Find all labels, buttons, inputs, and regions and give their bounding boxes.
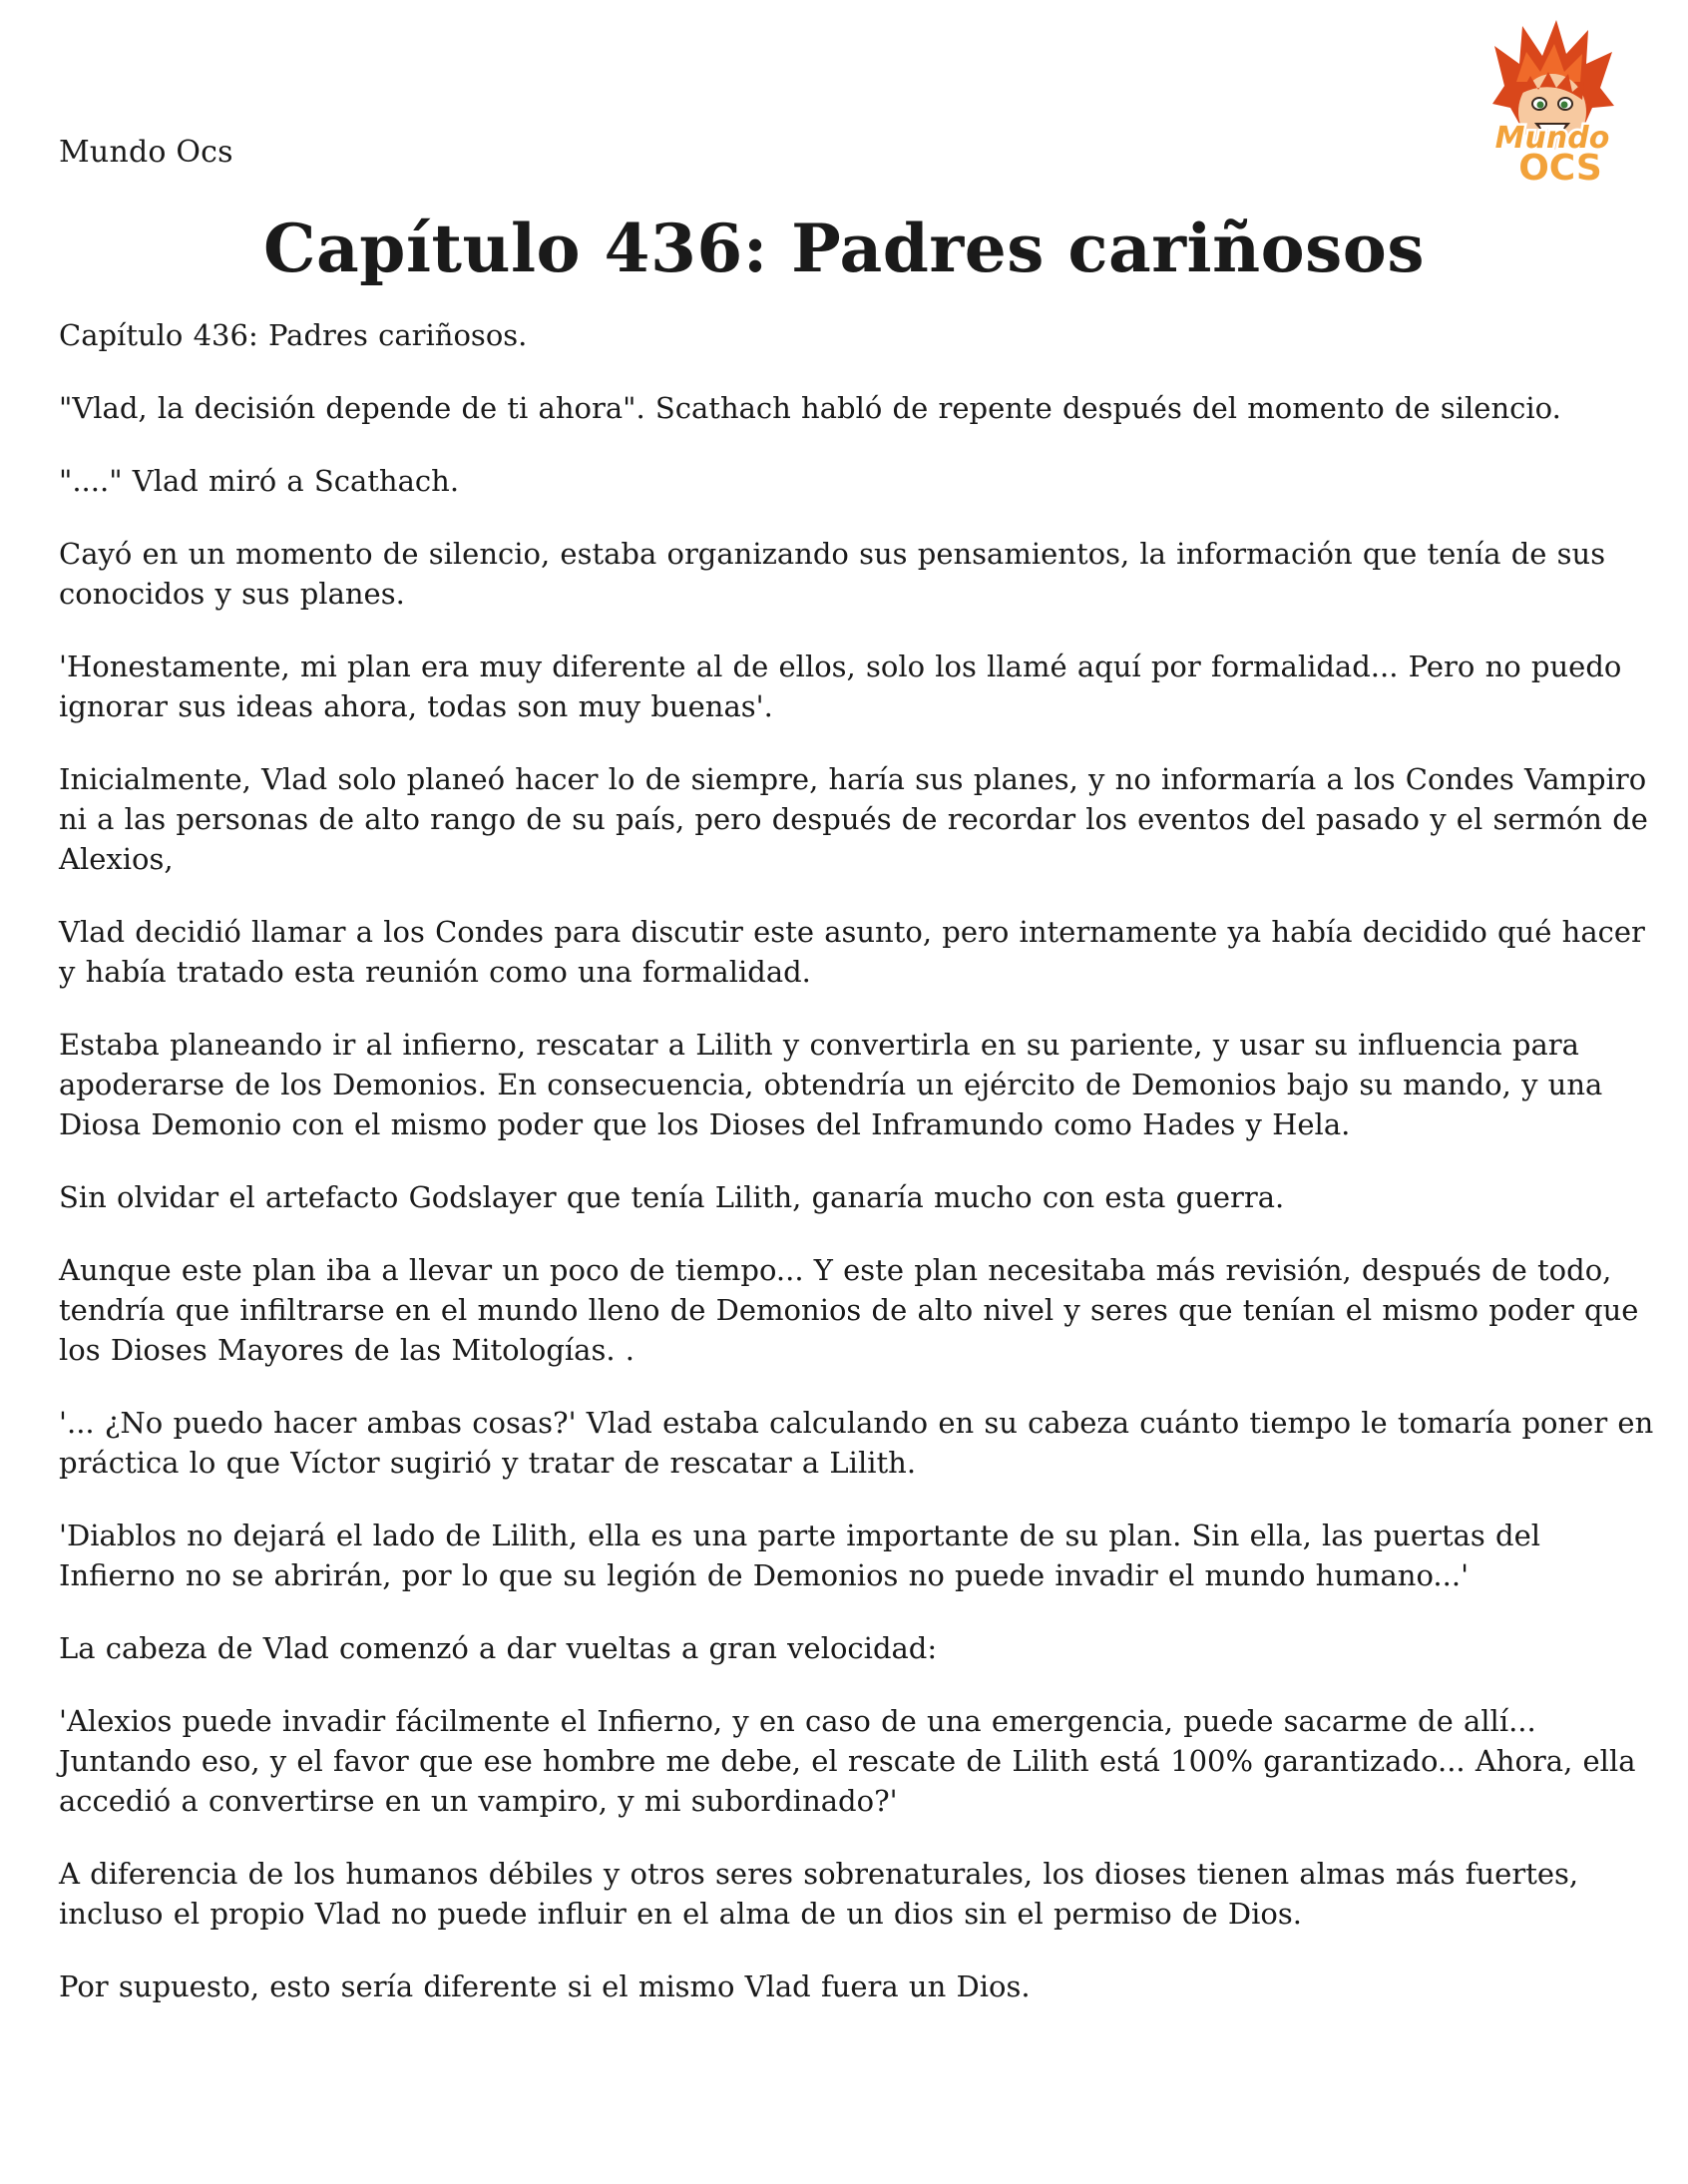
paragraph: Sin olvidar el artefacto Godslayer que tenía Lilith, ganaría mucho con esta guerra.	[59, 1180, 1285, 1214]
paragraph: La cabeza de Vlad comenzó a dar vueltas a gran velocidad:	[59, 1631, 938, 1665]
svg-text:Mundo: Mundo	[1494, 121, 1610, 156]
paragraph: "...." Vlad miró a Scathach.	[59, 464, 460, 498]
paragraph: 'Alexios puede invadir fácilmente el Infierno, y en caso de una emergencia, puede sacarme de allí... Juntando eso, y el favor que ese hombre me debe, el rescate de Lilith está 100% garantizado... Ahora, ella accedió a convertirse en un vampiro, y mi subordinado?'	[59, 1704, 1636, 1818]
paragraph: 'Honestamente, mi plan era muy diferente al de ellos, solo los llamé aquí por formalidad... Pero no puedo ignorar sus ideas ahora, todas son muy buenas'.	[59, 650, 1622, 723]
paragraph: Vlad decidió llamar a los Condes para discutir este asunto, pero internamente ya había decidido qué hacer y había tratado esta reunión como una formalidad.	[59, 915, 1645, 989]
paragraph: '... ¿No puedo hacer ambas cosas?' Vlad estaba calculando en su cabeza cuánto tiempo le tomaría poner en práctica lo que Víctor sugirió y tratar de rescatar a Lilith.	[59, 1406, 1654, 1480]
paragraph: 'Diablos no dejará el lado de Lilith, ella es una parte importante de su plan. Sin ella, las puertas del Infierno no se abrirán, por lo que su legión de Demonios no puede invadir el mundo humano...'	[59, 1519, 1541, 1592]
paragraph: Aunque este plan iba a llevar un poco de tiempo... Y este plan necesitaba más revisión, después de todo, tendría que infiltrarse en el mundo lleno de Demonios de alto nivel y seres que tenían el mismo poder que los Dioses Mayores de las Mitologías. .	[59, 1253, 1639, 1367]
paragraph: Inicialmente, Vlad solo planeó hacer lo de siempre, haría sus planes, y no informaría a los Condes Vampiro ni a las personas de alto rango de su país, pero después de recordar los eventos del pasado y el sermón de Alexios,	[59, 762, 1648, 876]
mundo-ocs-logo	[1465, 16, 1640, 186]
chapter-body	[59, 315, 1655, 2039]
paragraph: Capítulo 436: Padres cariñosos.	[59, 318, 528, 352]
paragraph: Cayó en un momento de silencio, estaba organizando sus pensamientos, la información que tenía de sus conocidos y sus planes.	[59, 537, 1606, 611]
svg-text:OCS: OCS	[1518, 148, 1602, 186]
paragraph: Estaba planeando ir al infierno, rescatar a Lilith y convertirla en su pariente, y usar su influencia para apoderarse de los Demonios. En consecuencia, obtendría un ejército de Demonios bajo su mando, y una Diosa Demonio con el mismo poder que los Dioses del Inframundo como Hades y Hela.	[59, 1028, 1603, 1141]
chapter-title: Capítulo 436: Padres cariñosos	[263, 210, 1425, 287]
site-name: Mundo Ocs	[59, 135, 233, 170]
paragraph: "Vlad, la decisión depende de ti ahora". Scathach habló de repente después del momento de silencio.	[59, 391, 1561, 425]
paragraph: A diferencia de los humanos débiles y otros seres sobrenaturales, los dioses tienen almas más fuertes, incluso el propio Vlad no puede influir en el alma de un dios sin el permiso de Dios.	[59, 1857, 1579, 1931]
paragraph: Por supuesto, esto sería diferente si el mismo Vlad fuera un Dios.	[59, 1969, 1031, 2003]
